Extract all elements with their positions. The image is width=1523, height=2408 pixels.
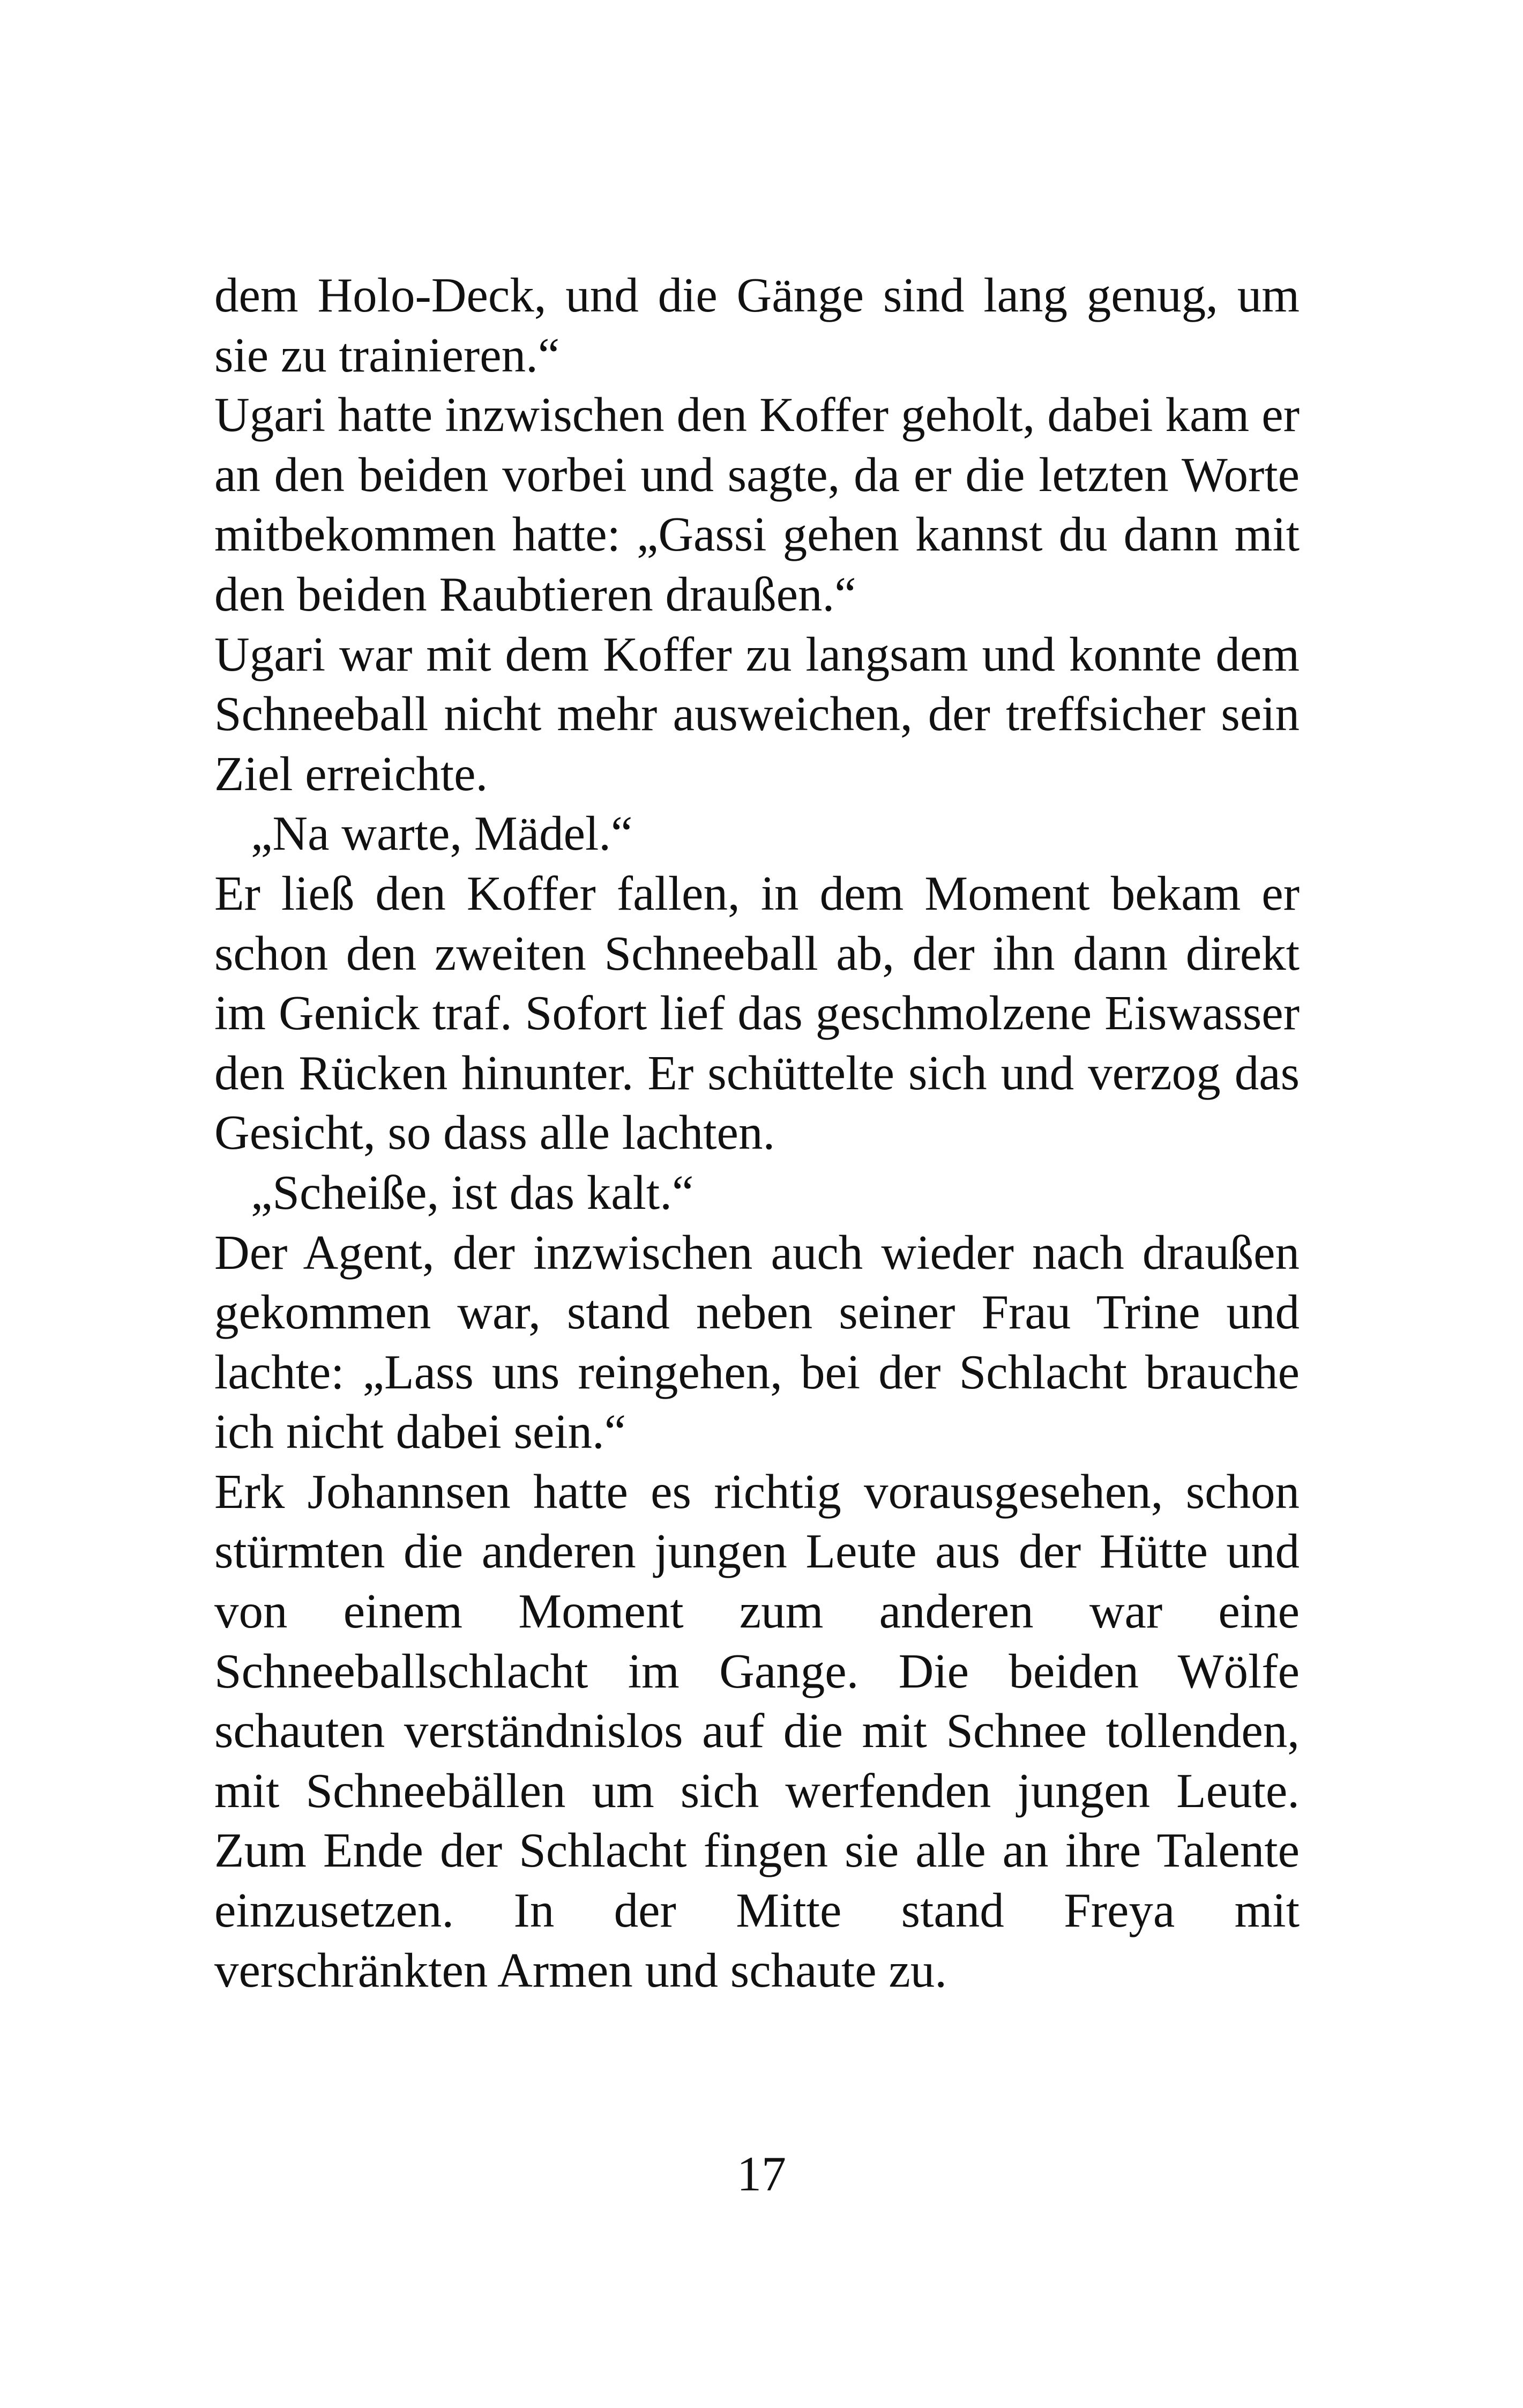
paragraph: Ugari war mit dem Koffer zu langsam und konnte dem Schneeball nicht mehr ausweichen, der treffsicher sein Ziel erreichte. [214, 627, 1300, 801]
paragraph: dem Holo-Deck, und die Gänge sind lang genug, um sie zu trainieren.“ [214, 268, 1300, 382]
page-number: 17 [737, 2146, 786, 2201]
paragraph: Erk Johannsen hatte es richtig vorausgesehen, schon stürmten die anderen jungen Leute aus der Hütte und von einem Moment zum anderen war eine Schneeballschlacht im Gange. Die beiden Wölfe schauten verständnislos auf die mit Schnee tollenden, mit Schneebällen um sich werfenden jungen Leute. Zum Ende der Schlacht fingen sie alle an ihre Talente einzusetzen. In der Mitte stand Freya mit verschränkten Armen und schaute zu. [214, 1464, 1300, 1997]
dialogue-paragraph: „Scheiße, ist das kalt.“ [251, 1165, 694, 1220]
paragraph: Er ließ den Koffer fallen, in dem Moment bekam er schon den zweiten Schneeball ab, der ihn dann direkt im Genick traf. Sofort lief das geschmolzene Eiswasser den Rücken hinunter. Er schüttelte sich und verzog das Gesicht, so dass alle lachten. [214, 866, 1300, 1160]
body-text [214, 265, 1300, 2000]
paragraph: Ugari hatte inzwischen den Koffer geholt, dabei kam er an den beiden vorbei und sagte, da er die letzten Worte mitbekommen hatte: „Gassi gehen kannst du dann mit den beiden Raubtieren draußen.“ [214, 388, 1300, 621]
dialogue-paragraph: „Na warte, Mädel.“ [251, 806, 633, 861]
paragraph: Der Agent, der inzwischen auch wieder nach draußen gekommen war, stand neben seiner Frau Trine und lachte: „Lass uns reingehen, bei der Schlacht brauche ich nicht dabei sein.“ [214, 1225, 1300, 1459]
